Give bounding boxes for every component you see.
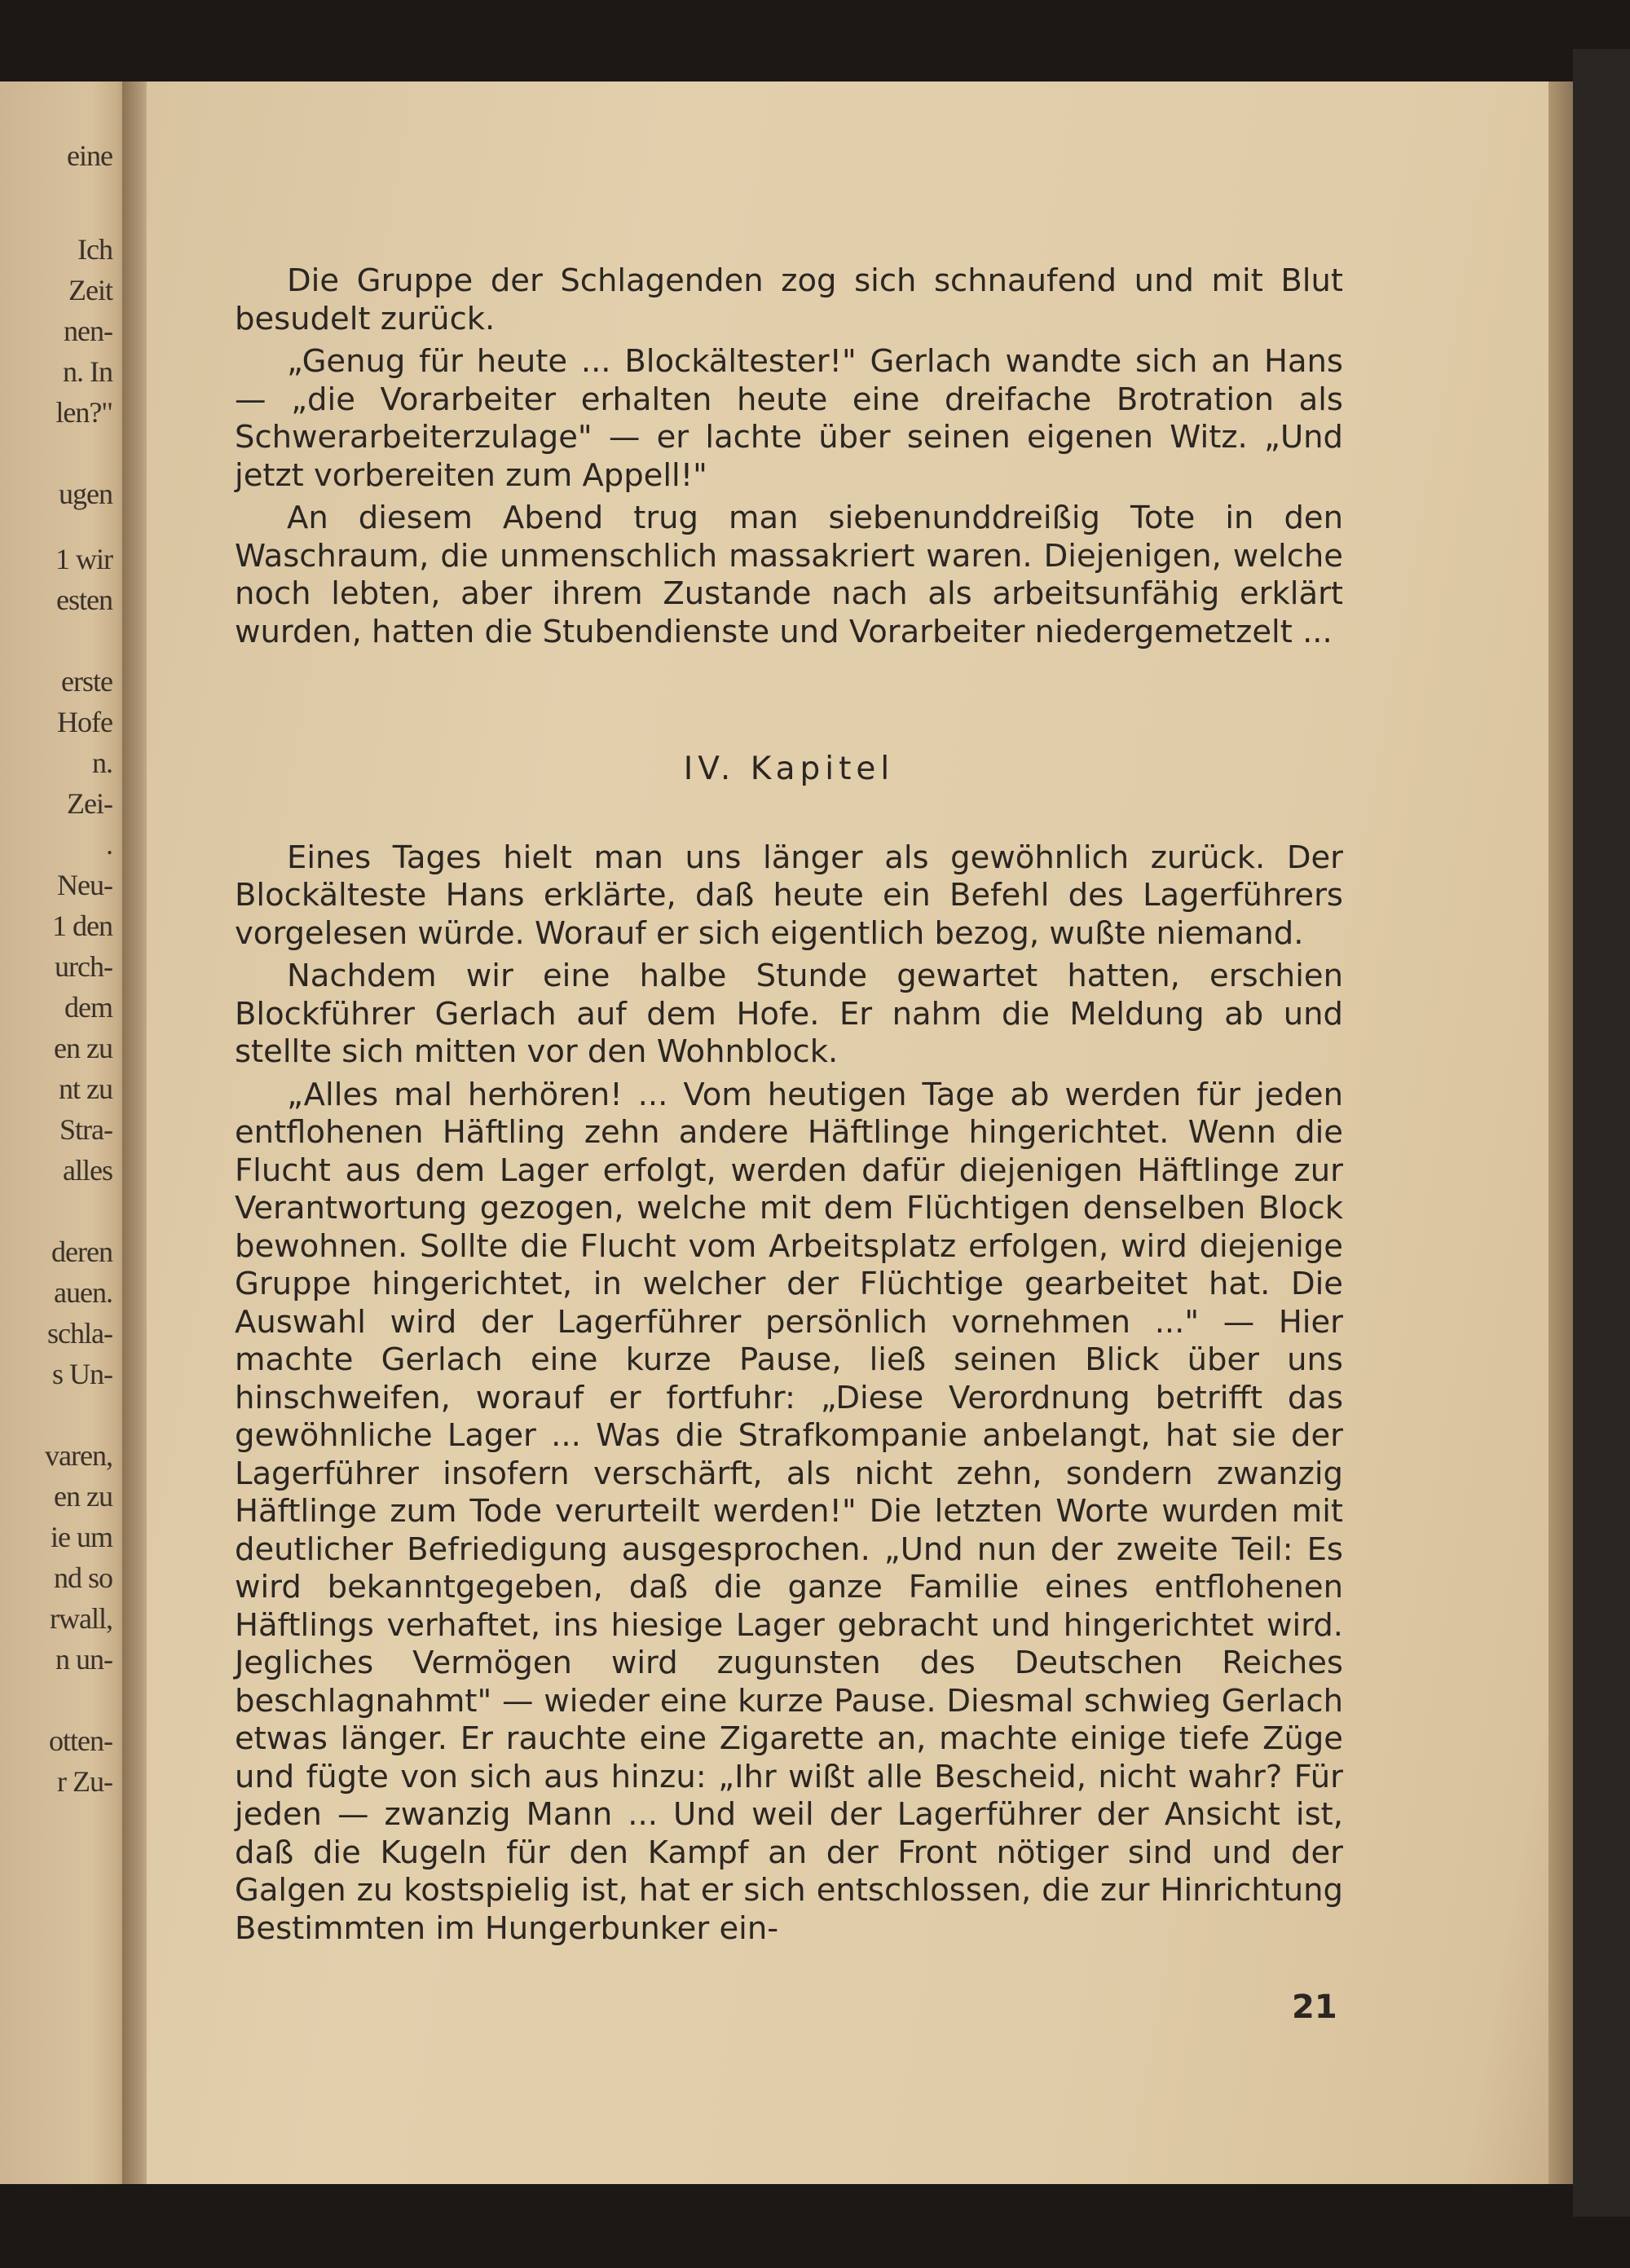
left-page-fragment: n un- [55,1643,112,1676]
left-page-fragment: n. [92,746,112,779]
left-page-fragment: eine [67,139,112,172]
left-page-fragment: s Un- [52,1358,112,1390]
paragraph: Die Gruppe der Schlagenden zog sich schnaufend und mit Blut besudelt zurück. [235,262,1343,337]
chapter-heading: IV. Kapitel [683,751,895,787]
left-page-fragment: Neu- [57,869,112,901]
book-cover-edge [1573,49,1630,2217]
page-number: 21 [1292,1988,1337,2026]
left-page-fragment: . [106,828,112,861]
left-page-fragment: Stra- [59,1113,112,1146]
left-page-fragment: alles [63,1154,112,1187]
left-page-fragment: ugen [59,478,112,510]
left-page-fragments [0,81,130,2184]
left-page-fragment: ie um [51,1521,112,1553]
left-page-fragment: nen- [64,315,112,347]
left-page-fragment: dem [64,991,112,1024]
left-page-fragment: n. In [63,355,112,388]
paragraph: An diesem Abend trug man siebenunddreißig Tote in den Waschraum, die unmenschlich massakriert waren. Diejenigen, welche noch lebten, aber ihrem Zustande nach als arbeitsunfähig erklärt wurden, hatten die Stubendienste und Vorarbeiter niedergemetzelt ... [235,500,1343,650]
left-page-fragment: en zu [54,1480,112,1513]
left-page-fragment: r Zu- [57,1765,112,1798]
left-page-fragment: nt zu [59,1072,112,1105]
left-page-fragment: erste [61,665,112,698]
left-page-fragment: deren [51,1235,112,1268]
left-page-fragment: varen, [45,1439,112,1472]
left-page-fragment: 1 wir [55,543,112,575]
left-page-fragment: schla- [47,1317,112,1350]
left-page-fragment: auen. [54,1276,112,1309]
left-page-fragment: Ich [77,233,112,266]
left-page-fragment: rwall, [50,1602,112,1635]
paragraph: „Alles mal herhören! ... Vom heutigen Tage ab werden für jeden entflohenen Häftling zehn andere Häftlinge hingerichtet. Wenn die Flucht aus dem Lager erfolgt, werden dafür diejenigen Häftlinge zur Verantwortung gezogen, welche mit dem Flüchtigen denselben Block bewohnen. Sollte die Flucht vom Arbeitsplatz erfolgen, wird diejenige Gruppe hingerichtet, in welcher der Flüchtige gearbeitet hat. Die Auswahl wird der Lagerführer persönlich vornehmen ..." — Hier machte Gerlach eine kurze Pause, ließ seinen Blick über uns hinschweifen, worauf er fortfuhr: „Diese Verordnung betrifft das gewöhnliche Lager ... Was die Strafkompanie anbelangt, hat sie der Lagerführer insofern verschärft, als nicht zehn, sondern zwanzig Häftlinge zum Tode verurteilt werden!" Die letzten Worte wurden mit deutlicher Befriedigung ausgesprochen. „Und nun der zweite Teil: Es wird bekanntgegeben, daß die ganze Familie eines entflohenen Häftlings verhaftet, ins hiesige Lager gebracht und hingerichtet wird. Jegliches Vermögen wird zugunsten des Deutschen Reiches beschlagnahmt" — wieder eine kurze Pause. Diesmal schwieg Gerlach etwas länger. Er rauchte eine Zigarette an, machte einige tiefe Züge und fügte von sich aus hinzu: „Ihr wißt alle Bescheid, nicht wahr? Für jeden — zwanzig Mann ... Und weil der Lagerführer der Ansicht ist, daß die Kugeln für den Kampf an der Front nötiger sind und der Galgen zu kostspielig ist, hat er sich entschlossen, die zur Hinrichtung Bestimmten im Hungerbunker ein- [235,1076,1343,1947]
left-page-fragment: esten [56,584,112,616]
left-page-fragment: otten- [49,1724,112,1757]
left-page-fragment: Zeit [68,274,112,306]
paragraph: „Genug für heute ... Blockältester!" Gerlach wandte sich an Hans — „die Vorarbeiter erhalten heute eine dreifache Brotration als Schwerarbeiterzulage" — er lachte über seinen eigenen Witz. „Und jetzt vorbereiten zum Appell!" [235,343,1343,494]
left-page-fragment: len?" [55,396,112,429]
paragraph: Nachdem wir eine halbe Stunde gewartet hatten, erschien Blockführer Gerlach auf dem Hofe. Er nahm die Meldung ab und stellte sich mitten vor den Wohnblock. [235,958,1343,1070]
left-page-fragment: nd so [53,1561,112,1594]
left-page-fragment: Hofe [57,706,112,738]
left-page-fragment: urch- [55,950,112,983]
left-page-fragment: 1 den [52,909,112,942]
page-edge [1548,81,1573,2184]
page-text [235,262,1343,1948]
left-page-fragment: Zei- [67,787,112,820]
left-page-fragment: en zu [54,1032,112,1064]
left-page [0,81,130,2184]
paragraph: Eines Tages hielt man uns länger als gewöhnlich zurück. Der Blockälteste Hans erklärte, daß heute ein Befehl des Lagerführers vorgelesen würde. Worauf er sich eigentlich bezog, wußte niemand. [235,839,1343,952]
